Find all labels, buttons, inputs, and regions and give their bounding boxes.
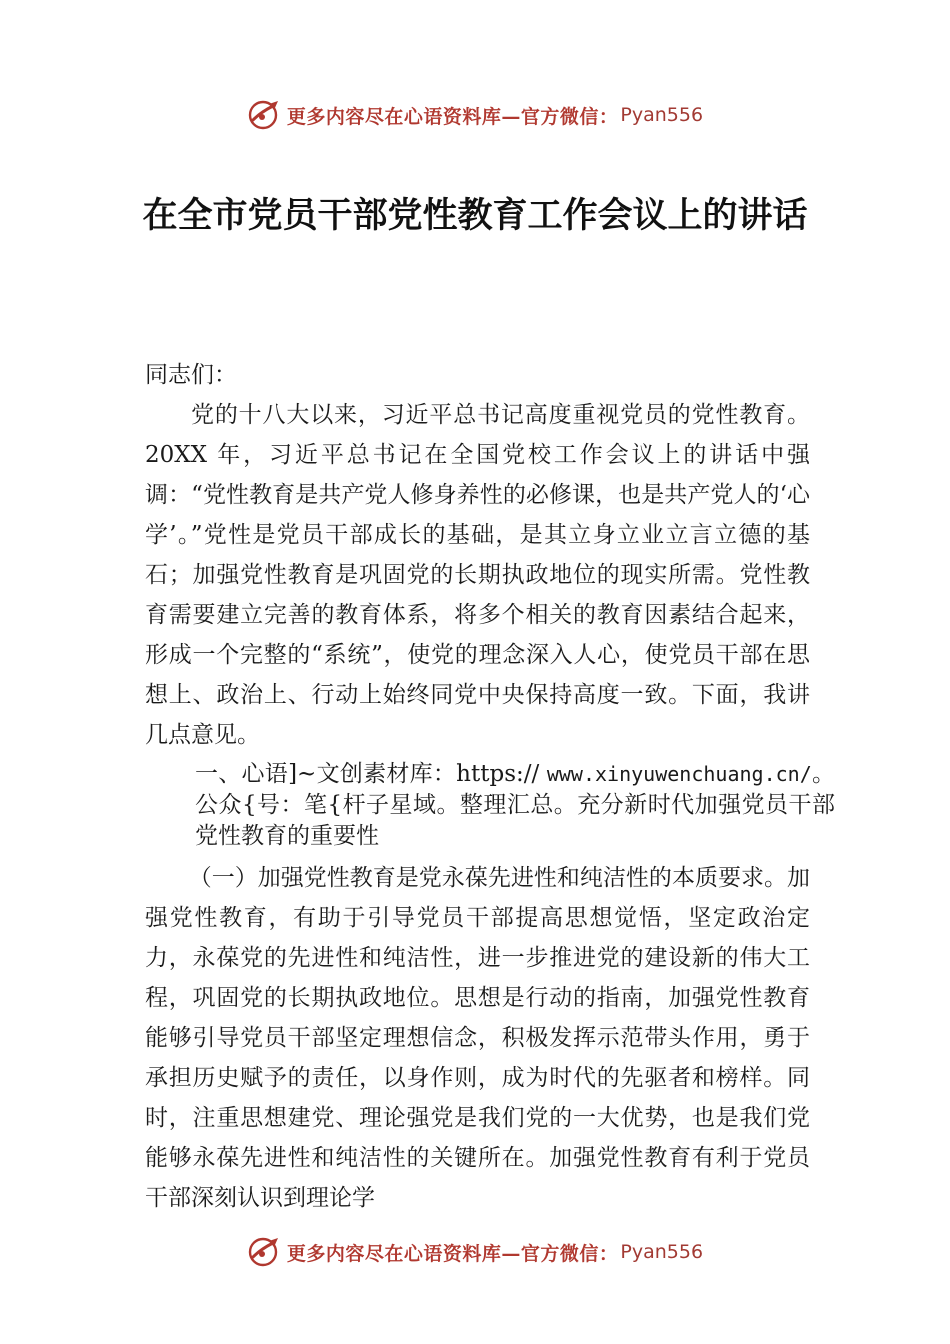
footer-banner	[0, 1232, 950, 1272]
salutation: 同志们：	[145, 362, 237, 388]
wechat-id: Pyan556	[620, 104, 704, 126]
header-banner	[0, 95, 950, 135]
paragraph-intro: 党的十八大以来，习近平总书记高度重视党员的党性教育。20XX 年，习近平总书记在全国党校工作会议上的讲话中强调：“党性教育是共产党人修身养性的必修课，也是共产党人的‘心学’。”党性是党员干部成长的基础，是其立身立业立言立德的基石；加强党性教育是巩固党的长期执政地位的现实所需。党性教育需要建立完善的教育体系，将多个相关的教育因素结合起来，形成一个完整的“系统”，使党的理念深入人心，使党员干部在思想上、政治上、行动上始终同党中央保持高度一致。下面，我讲几点意见。	[145, 402, 810, 748]
document-title: 在全市党员干部党性教育工作会议上的讲话	[142, 195, 808, 236]
document-body	[145, 355, 835, 1218]
pen-logo-icon	[247, 98, 281, 132]
banner-text: 更多内容尽在心语资料库—官方微信：	[286, 1242, 619, 1265]
pen-logo-icon	[247, 1235, 281, 1269]
heading-suffix: 。公众{号：笔{杆子星域。整理汇总。充分新时代加强党员干部党性教育的重要性	[195, 761, 835, 849]
paragraph-section-1-1: （一）加强党性教育是党永葆先进性和纯洁性的本质要求。加强党性教育，有助于引导党员干部提高思想觉悟，坚定政治定力，永葆党的先进性和纯洁性，进一步推进党的建设新的伟大工程，巩固党的长期执政地位。思想是行动的指南，加强党性教育能够引导党员干部坚定理想信念，积极发挥示范带头作用，勇于承担历史赋予的责任，以身作则，成为时代的先驱者和榜样。同时，注重思想建党、理论强党是我们党的一大优势，也是我们党能够永葆先进性和纯洁性的关键所在。加强党性教育有利于党员干部深刻认识到理论学	[145, 865, 810, 1211]
banner-text: 更多内容尽在心语资料库—官方微信：	[286, 105, 619, 128]
heading-prefix: 一、心语]~文创素材库：https://	[195, 761, 540, 787]
heading-url: www.xinyuwenchuang.cn/	[546, 762, 812, 786]
section-heading-1	[145, 755, 835, 858]
wechat-id: Pyan556	[620, 1241, 704, 1263]
